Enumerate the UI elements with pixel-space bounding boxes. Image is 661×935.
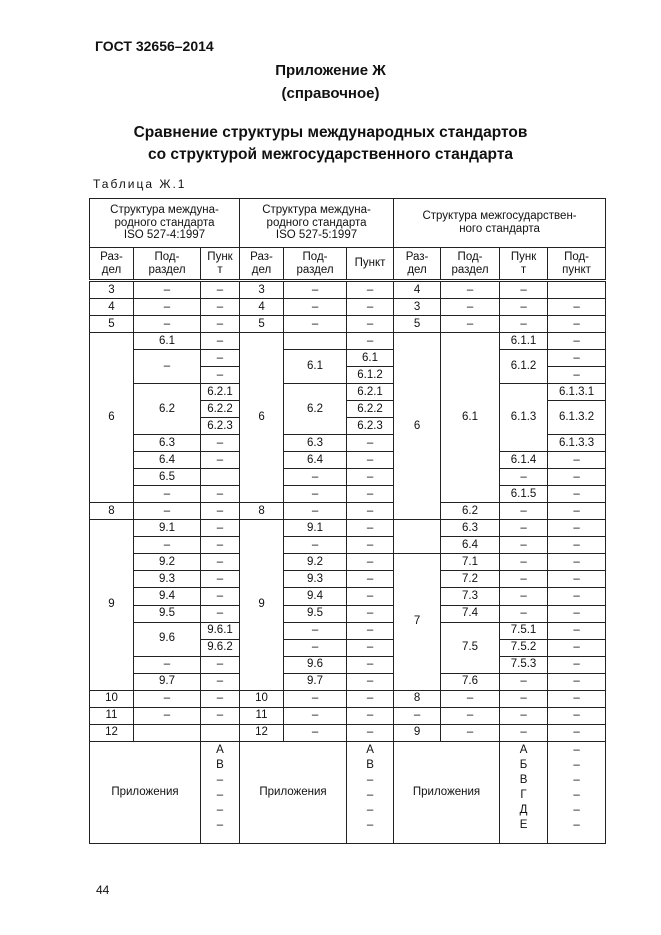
table-row: 12 12 – – 9 – – – bbox=[90, 724, 606, 741]
table-row: 10 – – 10 – – 8 – – – bbox=[90, 690, 606, 707]
table-row: 6.2.3 6.2.3 bbox=[90, 418, 606, 435]
table-row: – 6.1.2 – bbox=[90, 367, 606, 384]
table-row: 9.6.2 – – 7.5.2 – bbox=[90, 639, 606, 656]
comparison-table bbox=[89, 198, 606, 844]
table-row: 9.3 – 9.3 – 7.2 – – bbox=[90, 571, 606, 588]
table-row: 9.2 – 9.2 – 7 7.1 – – bbox=[90, 554, 606, 571]
table-row: – – 6.1 6.1 6.1.2 – bbox=[90, 350, 606, 367]
table-row: 9.4 – 9.4 – 7.3 – – bbox=[90, 588, 606, 605]
table-row: 6.2.2 6.2.2 6.1.3.2 bbox=[90, 401, 606, 418]
table-row: 6.5 – – – – bbox=[90, 469, 606, 486]
table-row: 9 9.1 – 9 9.1 – 6.3 – – bbox=[90, 520, 606, 537]
table-row: 9.6 9.6.1 – – 7.5 7.5.1 – bbox=[90, 622, 606, 639]
table-row: 3 – – 3 – – 4 – – bbox=[90, 281, 606, 299]
heading-line-1: Сравнение структуры международных стандартов bbox=[133, 124, 528, 141]
table-row: 9.7 – 9.7 – 7.6 – – bbox=[90, 673, 606, 690]
subheader-row: Раз- дел Под- раздел Пунк т Раз- дел Под- раздел Пункт Раз- дел Под- раздел Пунк т Под- пункт bbox=[90, 248, 606, 281]
table-row: 6.2 6.2.1 6.2 6.2.1 6.1.3 6.1.3.1 bbox=[90, 384, 606, 401]
table-caption: Таблица Ж.1 bbox=[93, 177, 187, 191]
appendices-label-2: Приложения bbox=[240, 742, 347, 844]
table-row: 11 – – 11 – – – – – – bbox=[90, 707, 606, 724]
table-row: 8 – – 8 – – 6.2 – – bbox=[90, 503, 606, 520]
table-row: 6.3 – 6.3 – 6.1.3.3 bbox=[90, 435, 606, 452]
table-row: 4 – – 4 – – 3 – – – bbox=[90, 299, 606, 316]
page-number: 44 bbox=[96, 883, 110, 897]
header-iso-527-4: Структура междуна- родного стандарта ISO 527-4:1997 bbox=[90, 199, 240, 248]
annex-subtitle: (справочное) bbox=[281, 85, 380, 102]
appendices-row: Приложения А В – – – – Приложения А В – – – – Приложения А Б В Г Д Е – – – – – – bbox=[90, 742, 606, 844]
annex-title: Приложение Ж bbox=[275, 62, 386, 79]
table-row: – – – – 6.4 – – bbox=[90, 537, 606, 554]
appendices-label-1: Приложения bbox=[90, 742, 201, 844]
heading-line-2: со структурой межгосударственного стандарта bbox=[147, 146, 514, 163]
header-iso-527-5: Структура междуна- родного стандарта ISO 527-5:1997 bbox=[240, 199, 394, 248]
table-row: 5 – – 5 – – 5 – – – bbox=[90, 316, 606, 333]
table-row: 9.5 – 9.5 – 7.4 – – bbox=[90, 605, 606, 622]
standard-number: ГОСТ 32656–2014 bbox=[95, 38, 214, 54]
table-row: 6.4 – 6.4 – 6.1.4 – bbox=[90, 452, 606, 469]
table-row: – – – – 6.1.5 – bbox=[90, 486, 606, 503]
header-interstate: Структура межгосударствен- ного стандарта bbox=[394, 199, 606, 248]
table-row: – – 9.6 – 7.5.3 – bbox=[90, 656, 606, 673]
table-row: 6 6.1 – 6 – 6 6.1 6.1.1 – bbox=[90, 333, 606, 350]
appendices-label-3: Приложения bbox=[394, 742, 500, 844]
